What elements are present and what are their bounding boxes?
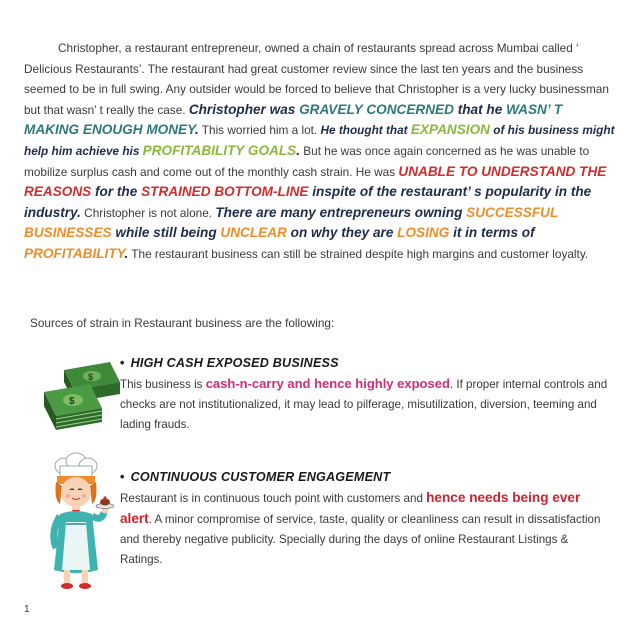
source-heading	[120, 356, 610, 370]
emph-2a: He thought that	[320, 123, 411, 138]
emph-4i: .	[124, 245, 129, 261]
heading-text: HIGH CASH EXPOSED BUSINESS	[130, 356, 339, 370]
emph-4e: on why they are	[286, 225, 398, 241]
emph-1a: Christopher was	[188, 101, 300, 117]
emph-not-enough-money: WASN’ T MAKING ENOUGH MONEY	[24, 101, 563, 138]
story-text-5: The restaurant business can still be strained despite high margins and customer loyalty.	[128, 246, 589, 261]
emph-profitability: PROFITABILITY	[24, 245, 125, 261]
apron	[62, 522, 90, 570]
highlight-cash-n-carry: cash-n-carry and hence highly exposed	[205, 376, 450, 391]
body-text: Restaurant is in continuous touch point with customers and	[120, 492, 427, 505]
emph-strained-bottom-line: STRAINED BOTTOM-LINE	[141, 184, 309, 200]
source-body	[120, 374, 610, 435]
emph-1c: that he	[453, 101, 507, 117]
emph-2e: .	[296, 142, 301, 158]
emph-successful-businesses: SUCCESSFUL BUSINESSES	[24, 204, 559, 241]
story-paragraph	[24, 38, 616, 265]
money-bundle-front	[44, 384, 102, 430]
bullet: •	[120, 470, 125, 484]
source-item-cash-exposed	[120, 356, 610, 435]
chef-woman-icon	[42, 452, 114, 592]
face	[61, 477, 91, 507]
source-item-customer-engagement	[120, 470, 610, 570]
source-heading	[120, 470, 610, 484]
emph-2c: of his business might help him achieve his	[24, 123, 615, 158]
emph-expansion: EXPANSION	[410, 122, 490, 138]
highlight-ever-alert: hence needs being ever alert	[120, 490, 581, 526]
emph-unclear: UNCLEAR	[220, 225, 287, 241]
source-body	[120, 488, 610, 570]
emph-1e: .	[194, 122, 199, 138]
emph-losing: LOSING	[397, 225, 450, 241]
emph-4a: There are many entrepreneurs owning	[215, 204, 467, 220]
story-text-4: Christopher is not alone.	[80, 205, 216, 220]
emph-4g: it in terms of	[449, 225, 535, 241]
money-stack-icon	[40, 358, 122, 438]
body-text: This business is	[120, 378, 206, 391]
emph-profitability-goals: PROFITABILITY GOALS	[142, 142, 297, 158]
svg-text:$: $	[69, 396, 75, 407]
sources-intro: Sources of strain in Restaurant business are the following:	[30, 316, 335, 330]
body-text-rest: . If proper internal controls and checks are not institutionalized, it may lead to pilferage, misutilization, diversion, teeming and lading frauds.	[120, 378, 608, 431]
emph-gravely-concerned: GRAVELY CONCERNED	[299, 101, 454, 117]
svg-text:$: $	[88, 372, 94, 382]
story-text-2: This worried him a lot.	[198, 123, 321, 138]
chef-hat	[55, 453, 97, 478]
story-text-3: But he was once again concerned as he was unable to mobilize surplus cash and come out of the monthly cash strain. He was	[24, 143, 590, 179]
story-text-1: Christopher, a restaurant entrepreneur, owned a chain of restaurants spread across Mumbai called ‘ Delicious Restaurants’. The restaurant had great customer review since the last ten years and the business seemed to be in full swing. Any outsider would be forced to believe that Christopher is a very lucky businessman but that wasn’ t really the case.	[24, 41, 609, 117]
emph-3b: for the	[91, 184, 142, 200]
body-text-rest: . A minor compromise of service, taste, quality or cleanliness can result in dissatisfaction and thereby negative publicity. Specially during the days of online Restaurant Listings & Ratings.	[120, 513, 601, 566]
bullet: •	[120, 356, 125, 370]
emph-3d: inspite of the restaurant’ s popularity in the industry.	[24, 184, 592, 220]
page-number: 1	[24, 604, 30, 615]
emph-4c: while still being	[111, 225, 221, 241]
heading-text: CONTINUOUS CUSTOMER ENGAGEMENT	[130, 470, 391, 484]
emph-unable-to-understand: UNABLE TO UNDERSTAND THE REASONS	[24, 163, 607, 200]
